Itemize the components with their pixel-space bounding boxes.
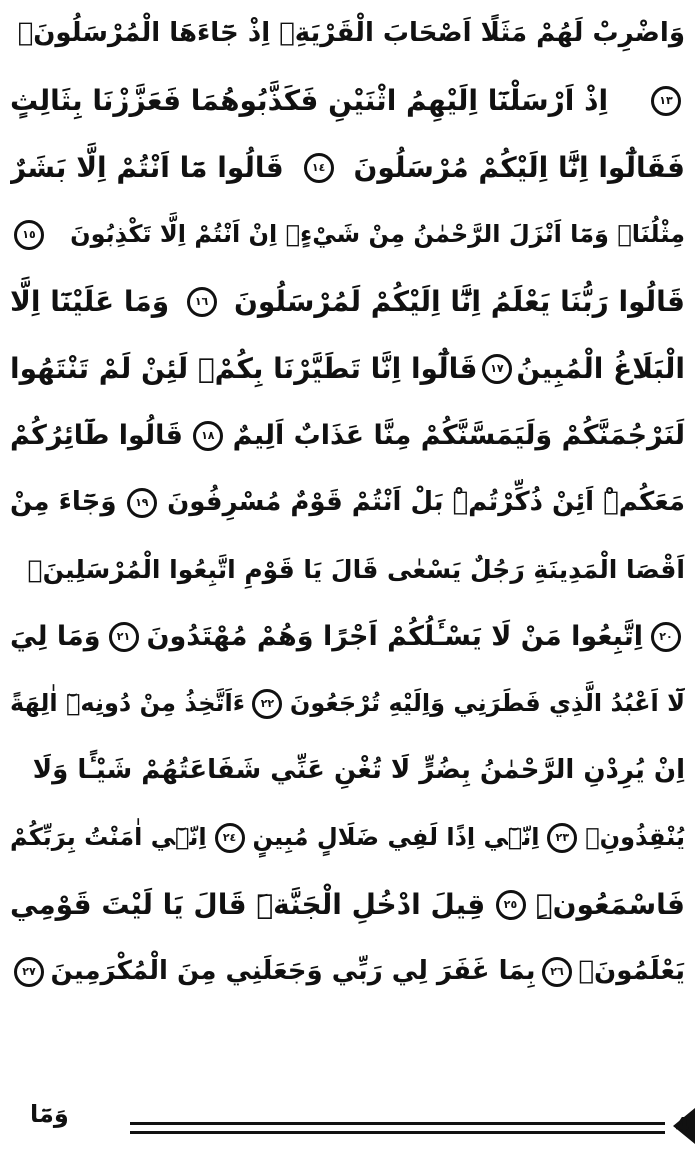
verse-line	[10, 670, 685, 737]
verse-text: يُنْقِذُونِۚ	[585, 823, 685, 851]
verse-text: قَالُوا مَٓا اَنْتُمْ اِلَّا بَشَرٌ	[10, 151, 284, 184]
verse-text: اِنّ۪ٓي اٰمَنْتُ بِرَبِّكُمْ	[10, 823, 207, 851]
verse-line	[10, 67, 685, 134]
verse-lines	[10, 0, 685, 1005]
verse-line	[10, 737, 685, 804]
ayah-number-marker: ٢٥	[496, 890, 526, 920]
ayah-number-marker: ١٨	[193, 421, 223, 451]
ayah-number-marker: ٢٧	[14, 957, 44, 987]
verse-line	[10, 0, 685, 67]
verse-text: بِمَا غَفَرَ لِي رَبِّي وَجَعَلَنِي مِنَ الْمُكْرَمِينَ	[50, 956, 536, 986]
page-footer	[10, 1100, 695, 1154]
verse-text: وَجَٓاءَ مِنْ	[10, 487, 117, 517]
verse-line	[10, 804, 685, 871]
verse-text: لَنَرْجُمَنَّكُمْ وَلَيَمَسَّنَّكُمْ مِنَّا عَذَابٌ اَلِيمٌ	[232, 420, 685, 451]
verse-text: فَقَالُٓوا اِنَّٓا اِلَيْكُمْ مُرْسَلُونَ	[353, 151, 685, 184]
verse-text: وَاضْرِبْ لَهُمْ مَثَلًا اَصْحَابَ الْقَرْيَةِۘ اِذْ جَٓاءَهَا الْمُرْسَلُونَۚ	[17, 18, 685, 48]
verse-line	[10, 603, 685, 670]
verse-line	[10, 469, 685, 536]
verse-line	[10, 201, 685, 268]
verse-text: اِتَّبِعُوا مَنْ لَا يَسْـَٔلُكُمْ اَجْرًا وَهُمْ مُهْتَدُونَ	[146, 621, 644, 652]
ayah-number-marker: ١٥	[14, 220, 44, 250]
verse-text: يَعْلَمُونَۙ	[578, 956, 685, 986]
catchword: وَمَٓا	[30, 1100, 69, 1128]
ayah-number-marker: ١٩	[127, 488, 157, 518]
verse-text: اِنْ يُرِدْنِ الرَّحْمٰنُ بِضُرٍّ لَا تُغْنِ عَنِّي شَفَاعَتُهُمْ شَيْـًٔا وَلَا	[32, 755, 685, 785]
ayah-number-marker: ١٣	[651, 86, 681, 116]
verse-text: وَمَا لِيَ	[10, 621, 101, 652]
verse-text: قَالُٓوا اِنَّا تَطَيَّرْنَا بِكُمْۚ لَئِنْ لَمْ تَنْتَهُوا	[10, 352, 478, 385]
verse-line	[10, 536, 685, 603]
ayah-number-marker: ٢٠	[651, 622, 681, 652]
verse-line	[10, 268, 685, 335]
verse-text: قِيلَ ادْخُلِ الْجَنَّةَۜ قَالَ يَا لَيْتَ قَوْمِي	[10, 888, 486, 921]
verse-text: اِذْ اَرْسَلْنَٓا اِلَيْهِمُ اثْنَيْنِ فَكَذَّبُوهُمَا فَعَزَّزْنَا بِثَالِثٍ	[10, 84, 609, 117]
verse-line	[10, 402, 685, 469]
verse-text: قَالُوا رَبُّنَا يَعْلَمُ اِنَّٓا اِلَيْكُمْ لَمُرْسَلُونَ	[233, 285, 685, 318]
ayah-number-marker: ١٤	[304, 153, 334, 183]
verse-text: لَٓا اَعْبُدُ الَّذِي فَطَرَنِي وَاِلَيْهِ تُرْجَعُونَ	[289, 689, 685, 717]
ayah-number-marker: ٢١	[109, 622, 139, 652]
ayah-number-marker: ٢٣	[547, 823, 577, 853]
verse-text: قَالُوا طَٓائِرُكُمْ	[10, 420, 183, 451]
verse-line	[10, 871, 685, 938]
verse-text: الْبَلَاغُ الْمُبِينُ	[516, 352, 685, 385]
ayah-number-marker: ٢٤	[215, 823, 245, 853]
ayah-number-marker: ٢٢	[252, 689, 282, 719]
page-number: 4	[675, 1113, 689, 1137]
verse-line	[10, 335, 685, 402]
ayah-number-marker: ٢٦	[542, 957, 572, 987]
footer-rule	[130, 1122, 665, 1134]
verse-text: مَعَكُمْۜ اَئِنْ ذُكِّرْتُمْۜ بَلْ اَنْتُمْ قَوْمٌ مُسْرِفُونَ	[167, 487, 685, 517]
verse-text: اَقْصَا الْمَدِينَةِ رَجُلٌ يَسْعٰى قَالَ يَا قَوْمِ اتَّبِعُوا الْمُرْسَلِينَۙ	[27, 555, 685, 584]
ayah-number-marker: ١٧	[482, 354, 512, 384]
verse-text: فَاسْمَعُونِۜ	[535, 888, 685, 921]
verse-text: مِثْلُنَاۙ وَمَٓا اَنْزَلَ الرَّحْمٰنُ مِنْ شَيْءٍۙ اِنْ اَنْتُمْ اِلَّا تَكْذِبُونَ	[70, 220, 685, 248]
verse-line	[10, 134, 685, 201]
verse-text: اِنّ۪ٓي اِذًا لَفِي ضَلَالٍ مُبِينٍ	[252, 823, 540, 851]
verse-text: ءَاَتَّخِذُ مِنْ دُونِه۪ٓ اٰلِهَةً	[10, 689, 246, 717]
ayah-number-marker: ١٦	[187, 287, 217, 317]
verse-text: وَمَا عَلَيْنَٓا اِلَّا	[10, 285, 170, 318]
verse-line	[10, 938, 685, 1005]
